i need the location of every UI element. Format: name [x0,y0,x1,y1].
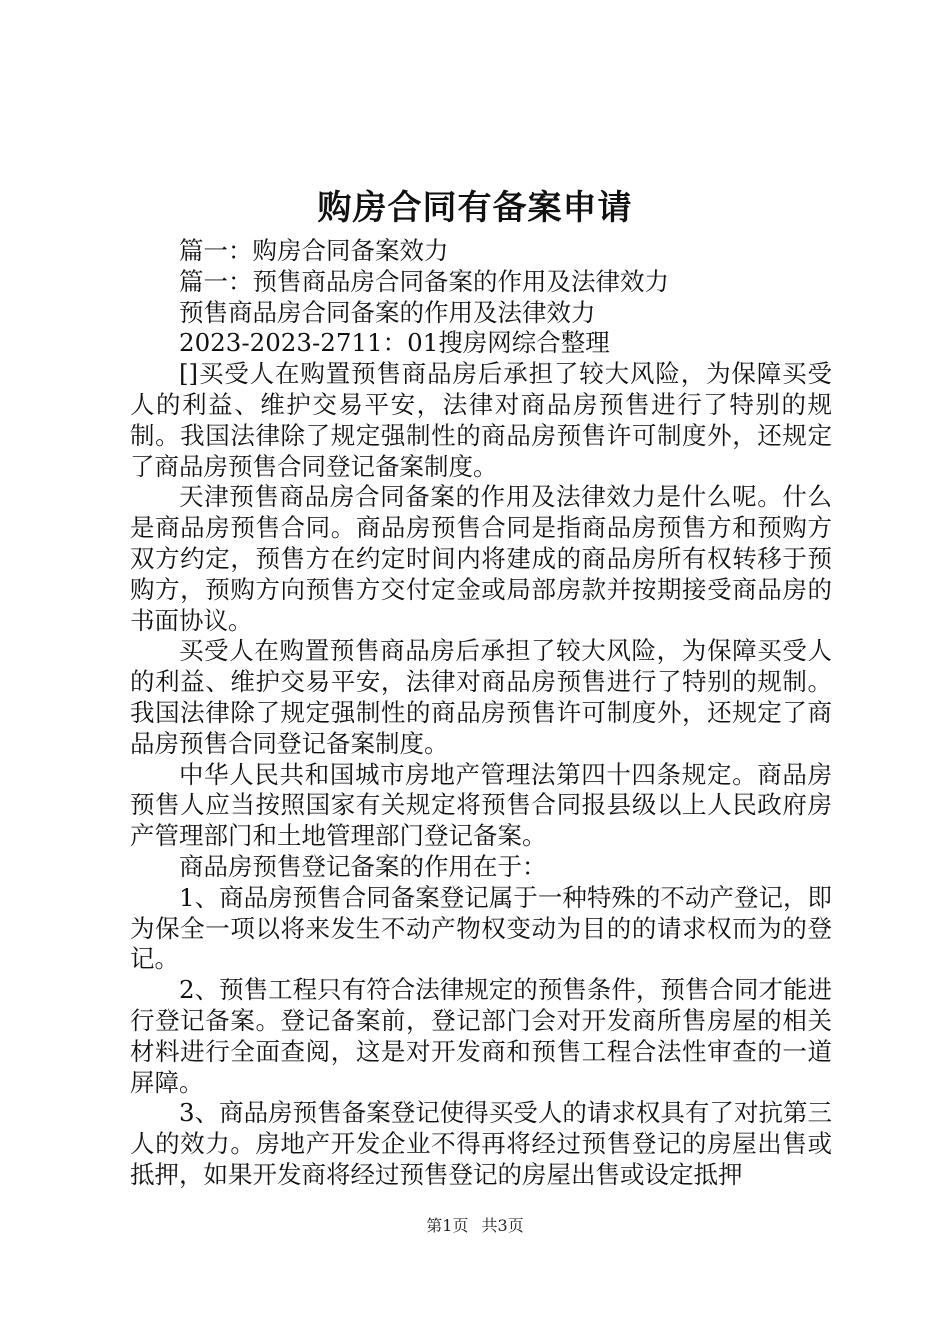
paragraph: 1、商品房预售合同备案登记属于一种特殊的不动产登记，即为保全一项以将来发生不动产物权变动为目的的请求权而为的登记。 [130,882,832,974]
paragraph: 2023-2023-2711：01搜房网综合整理 [179,328,610,358]
paragraph: 2、预售工程只有符合法律规定的预售条件，预售合同才能进行登记备案。登记备案前，登记部门会对开发商所售房屋的相关材料进行全面查阅，这是对开发商和预售工程合法性审查的一道屏障。 [130,975,832,1097]
paragraph: 商品房预售登记备案的作用在于： [179,851,547,881]
paragraph: 篇一：购房合同备案效力 [179,236,449,265]
page-number: 第1页 [426,1216,469,1235]
paragraph: 中华人民共和国城市房地产管理法第四十四条规定。商品房预售人应当按照国家有关规定将预售合同报县级以上人民政府房产管理部门和土地管理部门登记备案。 [130,759,832,851]
paragraph: 买受人在购置预售商品房后承担了较大风险，为保障买受人的利益、维护交易平安，法律对商品房预售进行了特别的规制。我国法律除了规定强制性的商品房预售许可制度外，还规定了商品房预售合同登记备案制度。 [130,636,832,758]
page-footer [0,1214,950,1238]
paragraph: 预售商品房合同备案的作用及法律效力 [179,297,596,327]
paragraph: 3、商品房预售备案登记使得买受人的请求权具有了对抗第三人的效力。房地产开发企业不得再将经过预售登记的房屋出售或抵押，如果开发商将经过预售登记的房屋出售或设定抵押 [130,1098,832,1189]
page-total: 共3页 [481,1216,524,1235]
paragraph: 天津预售商品房合同备案的作用及法律效力是什么呢。什么是商品房预售合同。商品房预售合同是指商品房预售方和预购方双方约定，预售方在约定时间内将建成的商品房所有权转移于预购方，预购方向预售方交付定金或局部房款并按期接受商品房的书面协议。 [130,482,832,635]
paragraph: []买受人在购置预售商品房后承担了较大风险，为保障买受人的利益、维护交易平安，法律对商品房预售进行了特别的规制。我国法律除了规定强制性的商品房预售许可制度外，还规定了商品房预售合同登记备案制度。 [130,359,832,481]
document-title: 购房合同有备案申请 [317,188,633,228]
document-body [130,236,832,1191]
paragraph: 篇一：预售商品房合同备案的作用及法律效力 [179,266,669,296]
